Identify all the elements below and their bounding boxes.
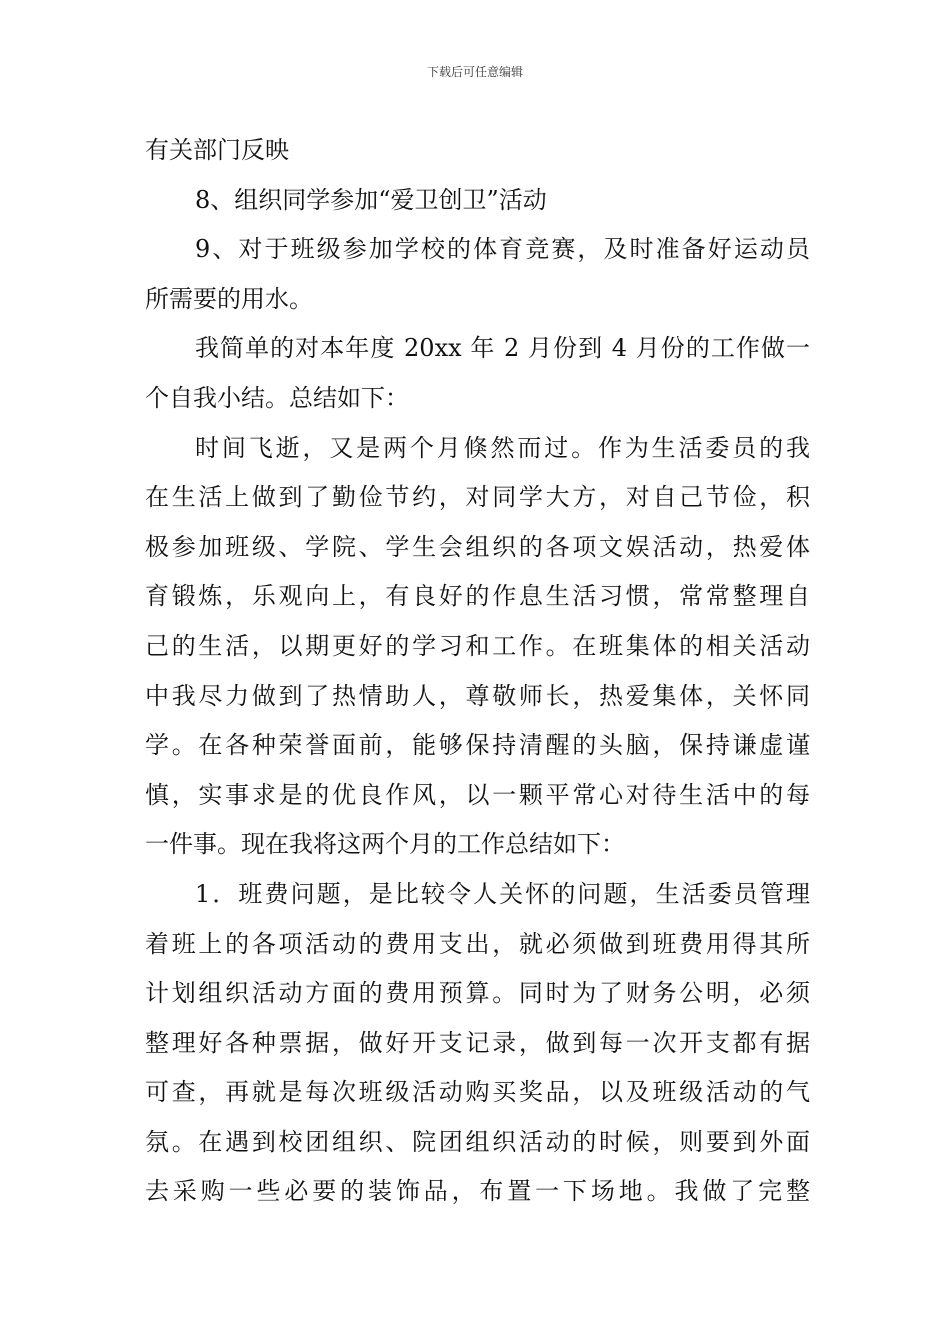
text-line: 去采购一些必要的装饰品，布置一下场地。我做了完整 (145, 1177, 810, 1206)
text-line: 在生活上做到了勤俭节约，对同学大方，对自己节俭，积 (145, 483, 810, 512)
text-line: 有关部门反映 (145, 136, 289, 164)
text-line: 整理好各种票据，做好开支记录，做到每一次开支都有据 (145, 1028, 810, 1057)
text-line: 中我尽力做到了热情助人，尊敬师长，热爱集体，关怀同 (145, 681, 810, 710)
text-line: 9、对于班级参加学校的体育竞赛，及时准备好运动员 (195, 235, 810, 264)
text-line: 己的生活，以期更好的学习和工作。在班集体的相关活动 (145, 631, 810, 660)
text-line: 学。在各种荣誉面前，能够保持清醒的头脑，保持谦虚谨 (145, 731, 810, 760)
text-line: 计划组织活动方面的费用预算。同时为了财务公明，必须 (145, 979, 810, 1008)
text-line: 氛。在遇到校团组织、院团组织活动的时候，则要到外面 (145, 1127, 810, 1156)
text-line: 极参加班级、学院、学生会组织的各项文娱活动，热爱体 (145, 532, 810, 561)
text-line: 慎，实事求是的优良作风，以一颗平常心对待生活中的每 (145, 780, 810, 809)
text-line: 所需要的用水。 (145, 284, 313, 313)
text-line: 育锻炼，乐观向上，有良好的作息生活习惯，常常整理自 (145, 582, 810, 611)
page-header: 下载后可任意编辑 (426, 65, 523, 79)
text-line: 可查，再就是每次班级活动购买奖品，以及班级活动的气 (145, 1078, 810, 1107)
text-line: 时间飞逝，又是两个月倏然而过。作为生活委员的我 (195, 433, 810, 462)
text-line: 一件事。现在我将这两个月的工作总结如下： (145, 830, 625, 859)
text-line: 个自我小结。总结如下： (145, 383, 409, 412)
text-line: 1．班费问题，是比较令人关怀的问题，生活委员管理 (195, 879, 810, 908)
text-line: 着班上的各项活动的费用支出，就必须做到班费用得其所 (145, 929, 810, 958)
text-line: 8、组织同学参加“爱卫创卫”活动 (195, 185, 547, 214)
text-line: 我简单的对本年度 20xx 年 2 月份到 4 月份的工作做一 (195, 334, 810, 363)
document-body (145, 126, 810, 1217)
